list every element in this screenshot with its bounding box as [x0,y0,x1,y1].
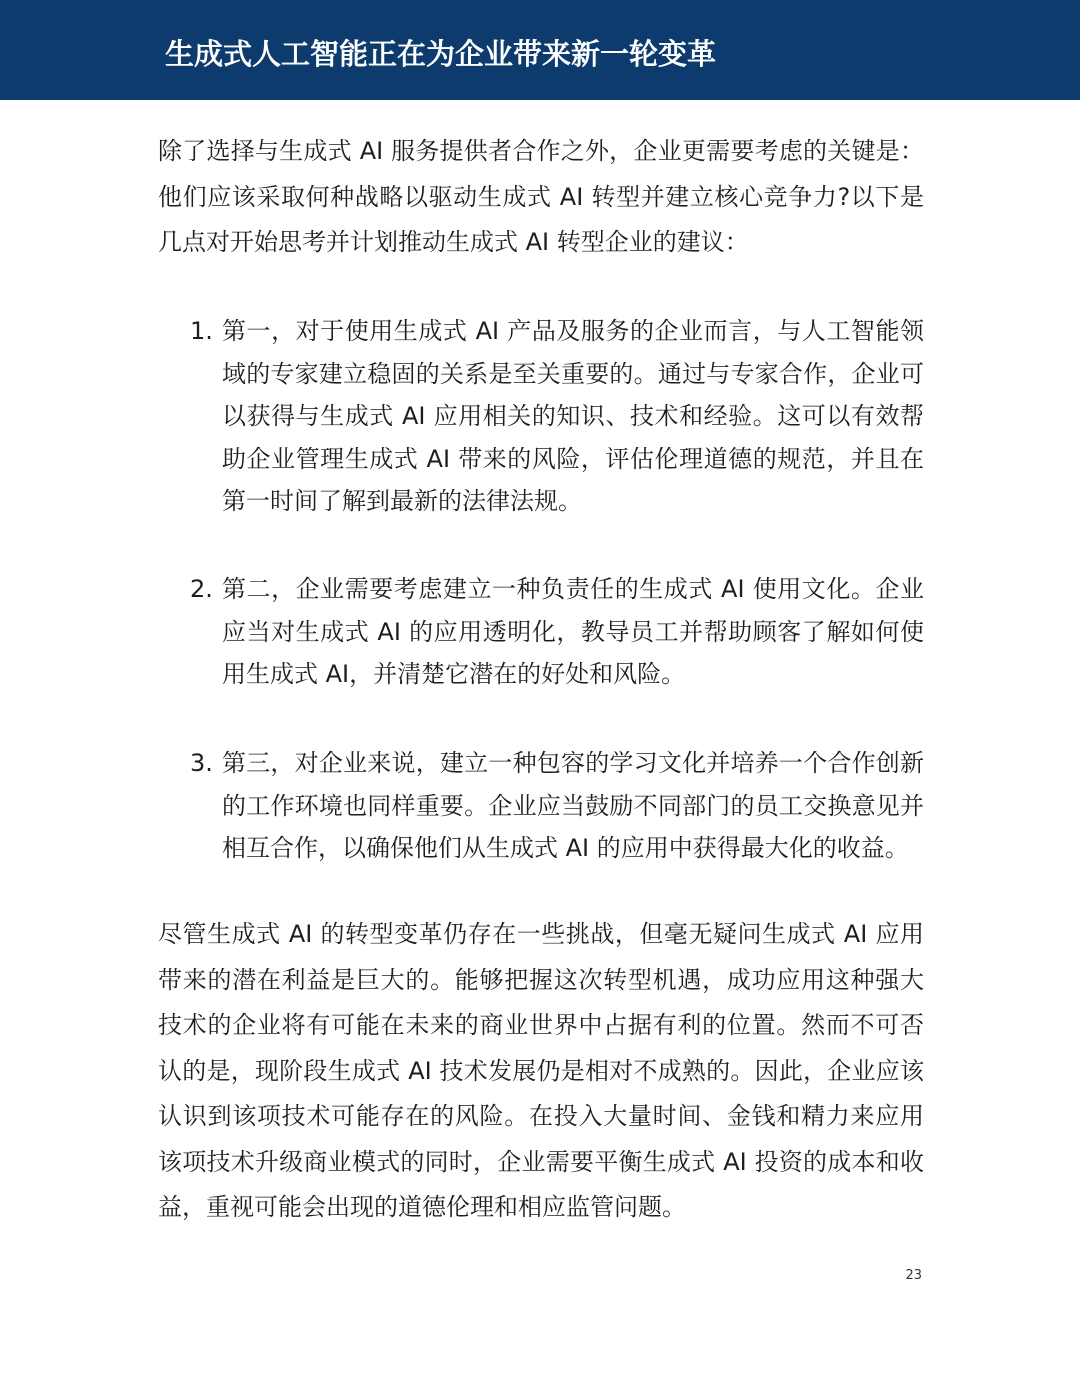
list-item [190,742,924,870]
list-item-number: 1. [190,317,213,345]
intro-paragraph: 除了选择与生成式 AI 服务提供者合作之外，企业更需要考虑的关键是：他们应该采取何种战略以驱动生成式 AI 转型并建立核心竞争力?以下是几点对开始思考并计划推动生成式 AI 转型企业的建议： [158,137,924,256]
header-band [0,0,1080,100]
list-item-text: 第一，对于使用生成式 AI 产品及服务的企业而言，与人工智能领域的专家建立稳固的关系是至关重要的。通过与专家合作，企业可以获得与生成式 AI 应用相关的知识、技术和经验。这可以有效帮助企业管理生成式 AI 带来的风险，评估伦理道德的规范，并且在第一时间了解到最新的法律法规。 [222,317,924,515]
closing-paragraph: 尽管生成式 AI 的转型变革仍存在一些挑战，但毫无疑问生成式 AI 应用带来的潜在利益是巨大的。能够把握这次转型机遇，成功应用这种强大技术的企业将有可能在未来的商业世界中占据有利的位置。然而不可否认的是，现阶段生成式 AI 技术发展仍是相对不成熟的。因此，企业应该认识到该项技术可能存在的风险。在投入大量时间、金钱和精力来应用该项技术升级商业模式的同时，企业需要平衡生成式 AI 投资的成本和收益，重视可能会出现的道德伦理和相应监管问题。 [158,920,924,1221]
list-item-text: 第二，企业需要考虑建立一种负责任的生成式 AI 使用文化。企业应当对生成式 AI 的应用透明化，教导员工并帮助顾客了解如何使用生成式 AI，并清楚它潜在的好处和风险。 [222,575,924,688]
list-item-text: 第三，对企业来说，建立一种包容的学习文化并培养一个合作创新的工作环境也同样重要。企业应当鼓励不同部门的员工交换意见并相互合作，以确保他们从生成式 AI 的应用中获得最大化的收益。 [222,749,924,862]
list-item-number: 2. [190,575,213,603]
list-item [190,568,924,696]
list-item [190,310,924,523]
page-title: 生成式人工智能正在为企业带来新一轮变革 [165,37,717,71]
page-number: 23 [905,1268,922,1283]
list-item-number: 3. [190,749,213,777]
